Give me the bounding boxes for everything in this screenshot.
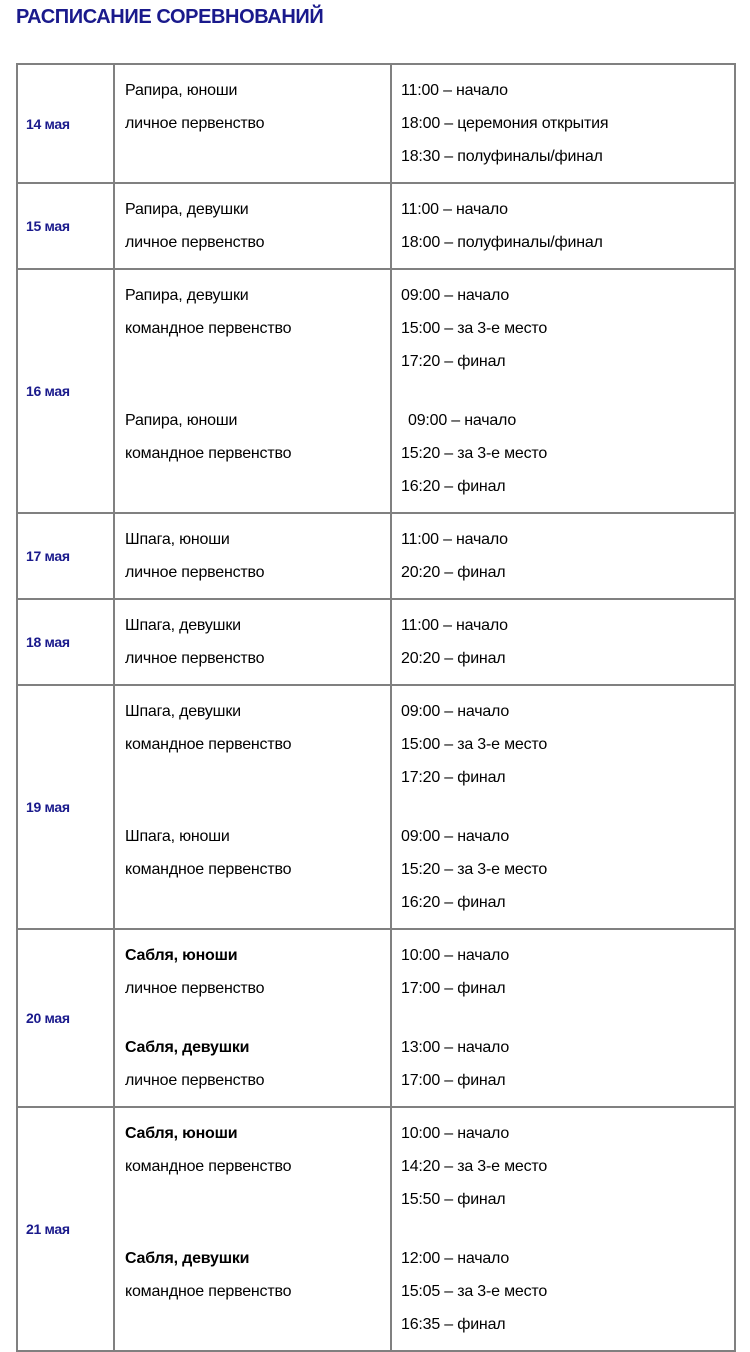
schedule-date-cell <box>17 685 114 929</box>
event-block <box>125 1117 390 1183</box>
event-block <box>125 279 390 345</box>
schedule-times-cell <box>391 929 735 1107</box>
time-entry: 11:00 – начало <box>401 201 508 218</box>
time-entry: 13:00 – начало <box>401 1039 510 1056</box>
times-block <box>401 695 734 794</box>
table-row <box>17 929 735 1107</box>
event-line: Шпага, юноши <box>125 828 230 845</box>
time-entry: 16:35 – финал <box>401 1316 506 1333</box>
event-line: Рапира, юноши <box>125 82 238 99</box>
schedule-date-label: 19 мая <box>26 799 70 815</box>
event-line: командное первенство <box>125 445 292 462</box>
event-line: личное первенство <box>125 234 265 251</box>
time-entry: 14:20 – за 3-е место <box>401 1158 548 1175</box>
schedule-date-label: 21 мая <box>26 1221 70 1237</box>
event-block <box>125 74 390 140</box>
event-line: Шпага, девушки <box>125 703 241 720</box>
event-line: командное первенство <box>125 861 292 878</box>
event-block <box>125 939 390 1005</box>
page-title: РАСПИСАНИЕ СОРЕВНОВАНИЙ <box>16 6 324 28</box>
time-entry: 17:00 – финал <box>401 1072 506 1089</box>
time-entry: 15:20 – за 3-е место <box>401 445 548 462</box>
times-block <box>401 404 734 503</box>
schedule-times-cell <box>391 269 735 513</box>
schedule-date-label: 16 мая <box>26 383 70 399</box>
time-entry: 18:30 – полуфиналы/финал <box>401 148 603 165</box>
table-row <box>17 513 735 599</box>
times-block <box>401 820 734 919</box>
event-block <box>125 193 390 259</box>
schedule-event-cell <box>114 64 391 183</box>
times-block <box>401 1242 734 1341</box>
event-line: Шпага, девушки <box>125 617 241 634</box>
event-block <box>125 609 390 675</box>
schedule-times-cell <box>391 513 735 599</box>
schedule-date-label: 20 мая <box>26 1010 70 1026</box>
event-line: Сабля, юноши <box>125 947 238 964</box>
time-entry: 15:20 – за 3-е место <box>401 861 548 878</box>
event-line: Сабля, девушки <box>125 1250 250 1267</box>
schedule-event-cell <box>114 685 391 929</box>
event-line: Сабля, девушки <box>125 1039 250 1056</box>
event-block <box>125 1242 390 1308</box>
time-entry: 20:20 – финал <box>401 650 506 667</box>
schedule-date-label: 14 мая <box>26 115 70 132</box>
event-line: личное первенство <box>125 564 265 581</box>
schedule-event-cell <box>114 1107 391 1351</box>
table-row <box>17 64 735 183</box>
competition-schedule-table <box>16 63 736 1352</box>
schedule-date-cell <box>17 269 114 513</box>
time-entry: 17:00 – финал <box>401 980 506 997</box>
event-block <box>125 820 390 886</box>
event-line: личное первенство <box>125 1072 265 1089</box>
time-entry: 09:00 – начало <box>401 828 510 845</box>
schedule-date-cell <box>17 1107 114 1351</box>
time-entry: 20:20 – финал <box>401 564 506 581</box>
times-block <box>401 279 734 378</box>
event-line: командное первенство <box>125 320 292 337</box>
event-block <box>125 695 390 761</box>
schedule-table-body <box>17 64 735 1351</box>
time-entry: 09:00 – начало <box>401 287 510 304</box>
times-block <box>401 609 734 675</box>
event-line: личное первенство <box>125 980 265 997</box>
event-line: Рапира, девушки <box>125 287 249 304</box>
table-row <box>17 1107 735 1351</box>
event-line: командное первенство <box>125 736 292 753</box>
schedule-date-cell <box>17 929 114 1107</box>
time-entry: 09:00 – начало <box>401 703 510 720</box>
schedule-event-cell <box>114 183 391 269</box>
event-line: Шпага, юноши <box>125 531 230 548</box>
schedule-date-cell <box>17 64 114 183</box>
schedule-event-cell <box>114 929 391 1107</box>
table-row <box>17 599 735 685</box>
schedule-times-cell <box>391 599 735 685</box>
schedule-date-label: 18 мая <box>26 634 70 650</box>
schedule-event-cell <box>114 599 391 685</box>
schedule-date-label: 15 мая <box>26 218 70 234</box>
event-line: Рапира, юноши <box>125 412 238 429</box>
event-block <box>125 404 390 470</box>
times-block <box>401 193 734 259</box>
times-block <box>401 74 734 173</box>
time-entry: 15:50 – финал <box>401 1191 506 1208</box>
table-row <box>17 269 735 513</box>
table-row <box>17 183 735 269</box>
time-entry: 15:05 – за 3-е место <box>401 1283 548 1300</box>
times-block <box>401 1117 734 1216</box>
table-row <box>17 685 735 929</box>
time-entry: 16:20 – финал <box>401 894 506 911</box>
times-block <box>401 523 734 589</box>
schedule-date-cell <box>17 599 114 685</box>
time-entry: 11:00 – начало <box>401 531 508 548</box>
schedule-date-cell <box>17 513 114 599</box>
event-line: Рапира, девушки <box>125 201 249 218</box>
time-entry: 11:00 – начало <box>401 82 508 99</box>
time-entry: 18:00 – церемония открытия <box>401 115 609 132</box>
time-entry: 10:00 – начало <box>401 947 510 964</box>
time-entry: 16:20 – финал <box>401 478 506 495</box>
schedule-times-cell <box>391 685 735 929</box>
times-block <box>401 1031 734 1097</box>
time-entry: 11:00 – начало <box>401 617 508 634</box>
time-entry: 18:00 – полуфиналы/финал <box>401 234 603 251</box>
schedule-event-cell <box>114 269 391 513</box>
event-line: командное первенство <box>125 1283 292 1300</box>
schedule-times-cell <box>391 1107 735 1351</box>
time-entry: 09:00 – начало <box>408 412 517 429</box>
time-entry: 17:20 – финал <box>401 769 506 786</box>
event-line: личное первенство <box>125 650 265 667</box>
schedule-times-cell <box>391 183 735 269</box>
time-entry: 15:00 – за 3-е место <box>401 320 548 337</box>
schedule-times-cell <box>391 64 735 183</box>
time-entry: 10:00 – начало <box>401 1125 510 1142</box>
time-entry: 15:00 – за 3-е место <box>401 736 548 753</box>
schedule-date-cell <box>17 183 114 269</box>
time-entry: 12:00 – начало <box>401 1250 510 1267</box>
time-entry: 17:20 – финал <box>401 353 506 370</box>
schedule-date-label: 17 мая <box>26 548 70 564</box>
schedule-event-cell <box>114 513 391 599</box>
event-line: Сабля, юноши <box>125 1125 238 1142</box>
times-block <box>401 939 734 1005</box>
event-block <box>125 1031 390 1097</box>
event-block <box>125 523 390 589</box>
event-line: личное первенство <box>125 115 265 132</box>
event-line: командное первенство <box>125 1158 292 1175</box>
